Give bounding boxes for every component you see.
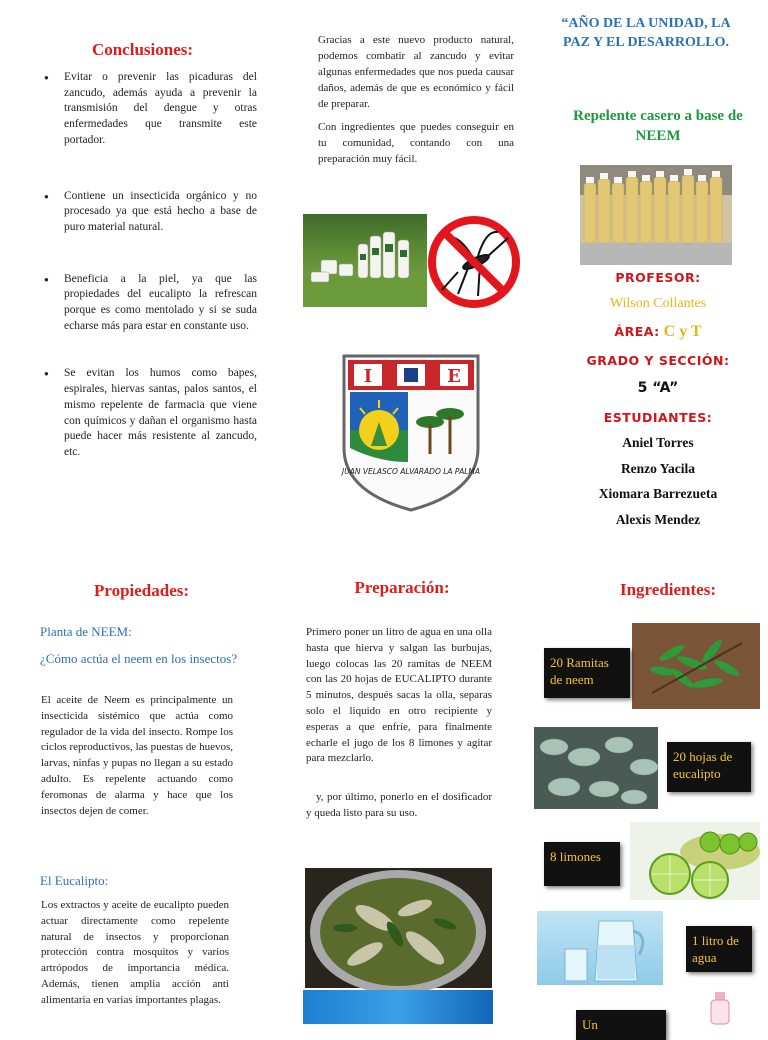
teacher-name: Wilson Collantes [609, 296, 707, 311]
ingredient-dosificador: Un [576, 1010, 666, 1040]
boiling-pot-image [305, 868, 492, 988]
conclusion-item: ● Contiene un insecticida orgánico y no procesado ya que está hecho a base de puro material natural. [42, 189, 257, 236]
neem-heading: Planta de NEEM: [40, 624, 132, 639]
no-mosquito-icon [428, 216, 520, 308]
grade-label: GRADO Y SECCIÓN: [586, 353, 730, 368]
student-name: Xiomara Barrezueta [598, 486, 718, 501]
eucalyptus-leaves-image [534, 727, 658, 809]
crest-text: JUAN VELASCO ALVARADO LA PALMA [342, 467, 480, 476]
spray-dispenser-icon [705, 990, 735, 1024]
ingredient-agua: 1 litro de agua [686, 926, 752, 972]
students-label: ESTUDIANTES: [603, 410, 713, 425]
eucalipto-description: Los extractos y aceite de eucalipto pueden actuar directamente como repelente natural de insectos y proporcionan protección contra mosquitos y varios artrópodos de importancia médica. Además, tienen amplia acción anti alimentaria en varias importantes plagas. [41, 899, 229, 1006]
student-name: Alexis Mendez [615, 512, 701, 527]
neem-question: ¿Cómo actúa el neem en los insectos? [40, 651, 238, 666]
eucalipto-heading: El Eucalipto: [40, 873, 109, 888]
water-pitcher-image [537, 911, 663, 985]
crest-letter-e: E [447, 366, 461, 387]
spray-bottle-image [303, 990, 493, 1024]
student-name: Aniel Torres [622, 435, 694, 450]
neem-branches-image [632, 623, 760, 709]
ingredient-neem: 20 Ramitas de neem [544, 648, 630, 698]
preparation-step-1: Primero poner un litro de agua en una olla hasta que hierva y salgan las burbujas, luego colocas las 20 ramitas de NEEM con las 20 hojas de EUCALIPTO durante 5 minutos, después sacas la olla, separas solo el liquido en otro recipiente y esperas a que enfríe, para finalmente echarle el jugo de los 8 limones y agitar para mezclarlo. [306, 626, 492, 765]
neem-description: El aceite de Neem es principalmente un insecticida sistémico que actúa como regulador de la vida del insecto. Rompe los ciclos reproductivos, las puestas de huevos, larvas, ninfas y pupas no llegan a su estado adulto. Es repelente actuando como feromonas de alarma y hace que los insectos dejen de comer. [41, 694, 233, 817]
repellent-bottles-image [580, 165, 732, 265]
conclusions-title: Conclusiones: [91, 40, 194, 59]
grade-value: 5 “A” [637, 380, 679, 396]
area-value: C y T [663, 323, 702, 340]
ingredient-limones: 8 limones [544, 842, 620, 886]
preparation-title: Preparación: [354, 578, 450, 597]
school-crest-logo [338, 352, 484, 514]
student-name: Renzo Yacila [620, 461, 696, 476]
intro-paragraph: Gracias a este nuevo producto natural, podemos combatir al zancudo y evitar algunas enfermedades que nos pueda causar daños, además de que es económico y fácil de preparar. [318, 34, 514, 110]
ingredients-paragraph: Con ingredientes que puedes conseguir en tu comunidad, contando con una preparación muy fácil. [318, 121, 514, 165]
crest-letter-i: I [363, 366, 373, 387]
properties-title: Propiedades: [93, 581, 190, 600]
conclusion-item: ● Beneficia a la piel, ya que las propiedades del eucalipto la refrescan porque es como mentolado y si se suda echarse más para estar en constante uso. [42, 272, 257, 335]
product-title: Repelente casero a base de NEEM [573, 108, 743, 144]
conclusion-item: ● Evitar o prevenir las picaduras del zancudo, además ayuda a prevenir la transmisión del dengue y otras enfermedades que transmite este portador. [42, 70, 257, 149]
area-label: ÁREA: [614, 324, 660, 339]
year-motto: “AÑO DE LA UNIDAD, LA PAZ Y EL DESARROLLO. [561, 16, 731, 50]
preparation-step-2: y, por último, ponerlo en el dosificador y queda listo para su uso. [306, 791, 492, 819]
teacher-label: PROFESOR: [615, 270, 701, 285]
area-line [566, 323, 750, 341]
product-bottles-image [303, 214, 427, 307]
limes-image [630, 822, 760, 900]
ingredients-title: Ingredientes: [619, 580, 716, 599]
conclusion-item: ● Se evitan los humos como bapes, espirales, hiervas santas, palos santos, el mismo repelente de farmacia que viene con químicos y dañan el organismo hasta puede hacer más resistente al zancudo, etc. [42, 366, 257, 460]
preparation-step-2-wrap [306, 790, 492, 830]
conclusions-list [42, 70, 257, 461]
ingredient-eucalipto: 20 hojas de eucalipto [667, 742, 751, 792]
